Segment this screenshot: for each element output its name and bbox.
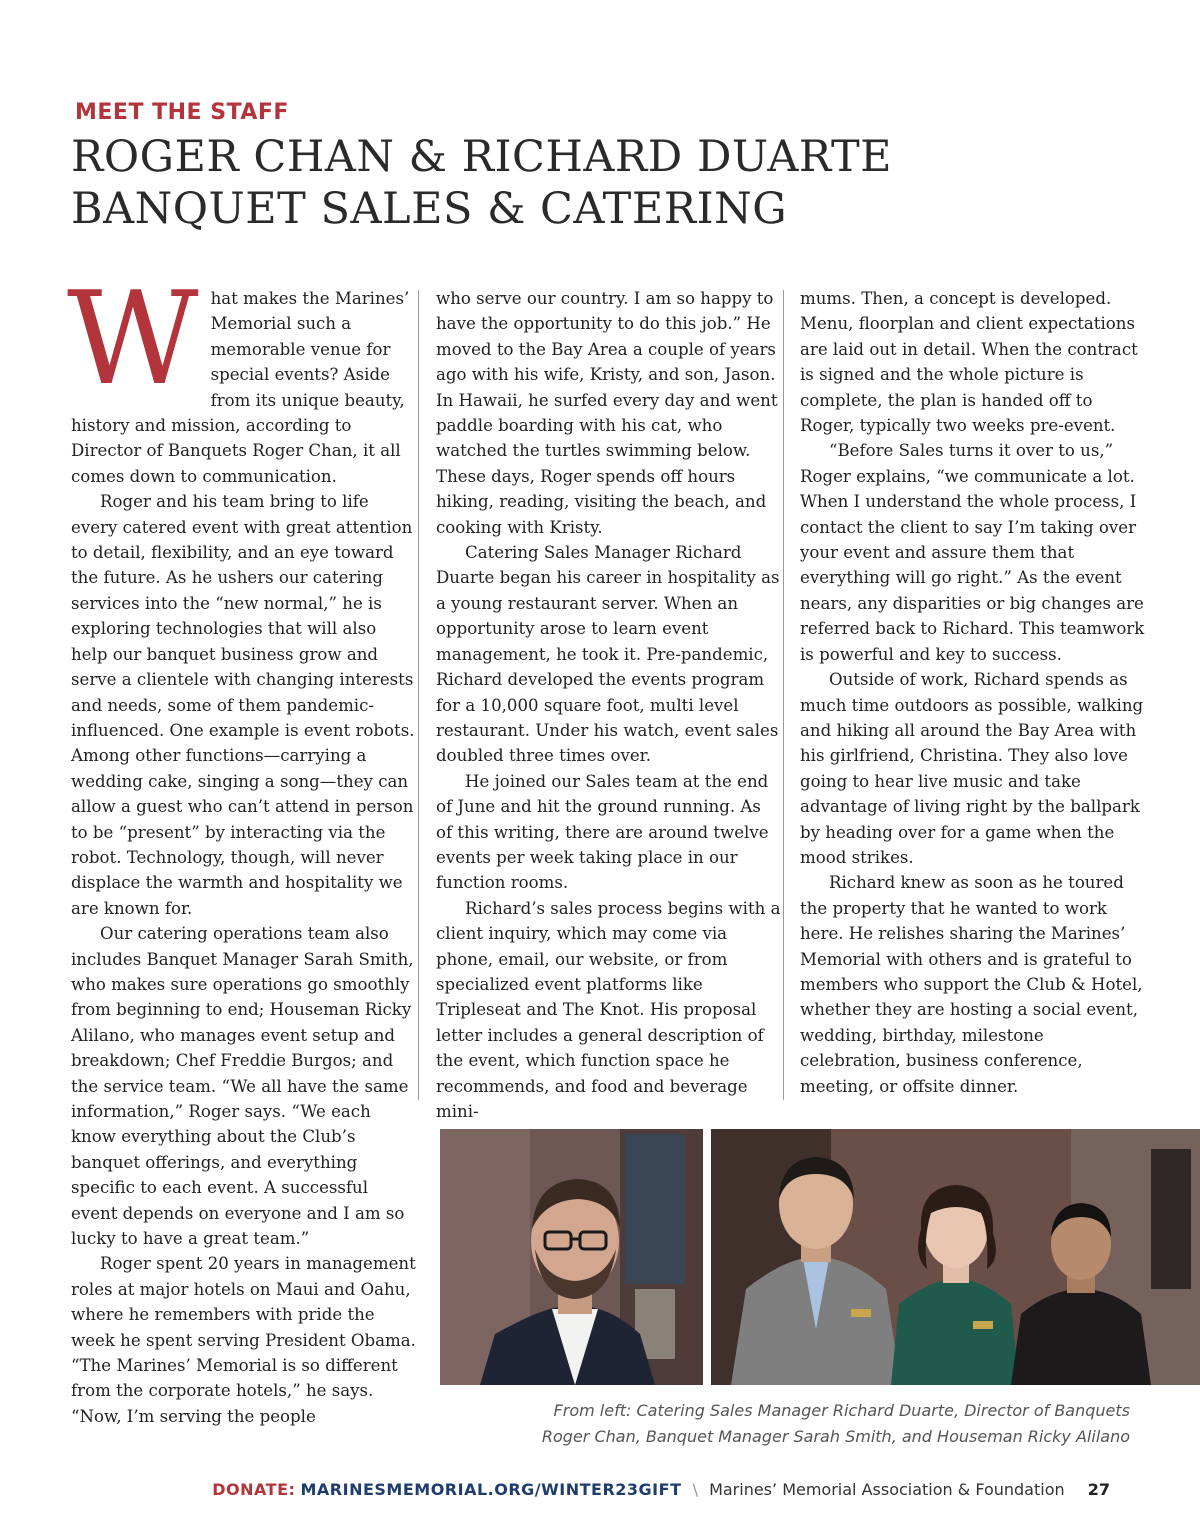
page-title [71,131,1151,235]
photo-group-illustration [711,1129,1200,1385]
caption-line: From left: Catering Sales Manager Richard Duarte, Director of Banquets [553,1401,1130,1420]
section-kicker: MEET THE STAFF [75,100,289,125]
column-divider [418,290,419,1100]
caption-line: Roger Chan, Banquet Manager Sarah Smith, and Houseman Ricky Alilano [541,1427,1130,1446]
column-divider [783,290,784,1100]
title-line-department: BANQUET SALES & CATERING [71,184,788,234]
article-column-1 [67,265,416,1429]
article-column-3 [800,286,1145,1099]
article-paragraph: Roger spent 20 years in management roles at major hotels on Maui and Oahu, where he remembers with pride the week he spent serving President Obama. “The Marines’ Memorial is so different from the corporate hotels,” he says. “Now, I’m serving the people [71,1254,416,1426]
article-paragraph: He joined our Sales team at the end of June and hit the ground running. As of this writing, there are around twelve events per week taking place in our function rooms. [436,771,769,893]
donate-link[interactable]: MARINESMEMORIAL.ORG/WINTER23GIFT [300,1480,682,1499]
article-paragraph: Outside of work, Richard spends as much time outdoors as possible, walking and hiking all around the Bay Area with his girlfriend, Christina. They also love going to hear live music and take advantage of living right by the ballpark by heading over for a game when the mood strikes. [800,670,1144,867]
article-paragraph: What makes the Marines’ Memorial such a memorable venue for special events? Aside from its unique beauty, history and mission, according to Director of Banquets Roger Chan, it all comes down to communication. [67,265,410,486]
article-paragraph: who serve our country. I am so happy to have the opportunity to do this job.” He moved to the Bay Area a couple of years ago with his wife, Kristy, and son, Jason. In Hawaii, he surfed every day and went paddle boarding with his cat, who watched the turtles swimming below. These days, Roger spends off hours hiking, reading, visiting the beach, and cooking with Kristy. [436,289,778,537]
title-line-names: ROGER CHAN & RICHARD DUARTE [71,132,893,182]
article-paragraph: Richard knew as soon as he toured the property that he wanted to work here. He relishes sharing the Marines’ Memorial with others and is grateful to members who support the Club & Hotel, whether they are hosting a social event, wedding, birthday, milestone celebration, business conference, meeting, or offsite dinner. [800,873,1143,1096]
photo-group [711,1129,1200,1385]
publication-name: Marines’ Memorial Association & Foundation [709,1480,1065,1499]
photo-caption [440,1398,1130,1450]
article-column-2 [436,286,781,1124]
drop-cap: W [67,265,199,414]
article-paragraph: “Before Sales turns it over to us,” Roger explains, “we communicate a lot. When I understand the whole process, I contact the client to say I’m taking over your event and assure them that everything will go right.” As the event nears, any disparities or big changes are referred back to Richard. This teamwork is powerful and key to success. [800,441,1145,664]
article-paragraph: Catering Sales Manager Richard Duarte began his career in hospitality as a young restaurant server. When an opportunity arose to learn event management, he took it. Pre-pandemic, Richard developed the events program for a 10,000 square foot, multi level restaurant. Under his watch, event sales doubled three times over. [436,543,780,766]
page-footer [212,1480,1110,1499]
article-paragraph: mums. Then, a concept is developed. Menu, floorplan and client expectations are laid out in detail. When the contract is signed and the whole picture is complete, the plan is handed off to Roger, typically two weeks pre-event. [800,289,1138,436]
photo-portrait-illustration [440,1129,703,1385]
article-paragraph: Richard’s sales process begins with a client inquiry, which may come via phone, email, our website, or from specialized event platforms like Tripleseat and The Knot. His proposal letter includes a general description of the event, which function space he recommends, and food and beverage mini- [436,898,781,1121]
article-paragraph: Our catering operations team also includes Banquet Manager Sarah Smith, who makes sure operations go smoothly from beginning to end; Houseman Ricky Alilano, who manages event setup and breakdown; Chef Freddie Burgos; and the service team. “We all have the same information,” Roger says. “We each know everything about the Club’s banquet offerings, and everything specific to each event. A successful event depends on everyone and I am so lucky to have a great team.” [71,924,414,1249]
photo-portrait [440,1129,703,1385]
donate-label: DONATE: [212,1480,296,1499]
article-paragraph: Roger and his team bring to life every catered event with great attention to detail, flexibility, and an eye toward the future. As he ushers our catering services into the “new normal,” he is exploring technologies that will also help our banquet business grow and serve a clientele with changing interests and needs, some of them pandemic-influenced. One example is event robots. Among other functions—carrying a wedding cake, singing a song—they can allow a guest who can’t attend in person to be “present” by interacting via the robot. Technology, though, will never displace the warmth and hospitality we are known for. [71,492,415,918]
page-number: 27 [1087,1480,1110,1499]
footer-separator: \ [692,1480,698,1499]
